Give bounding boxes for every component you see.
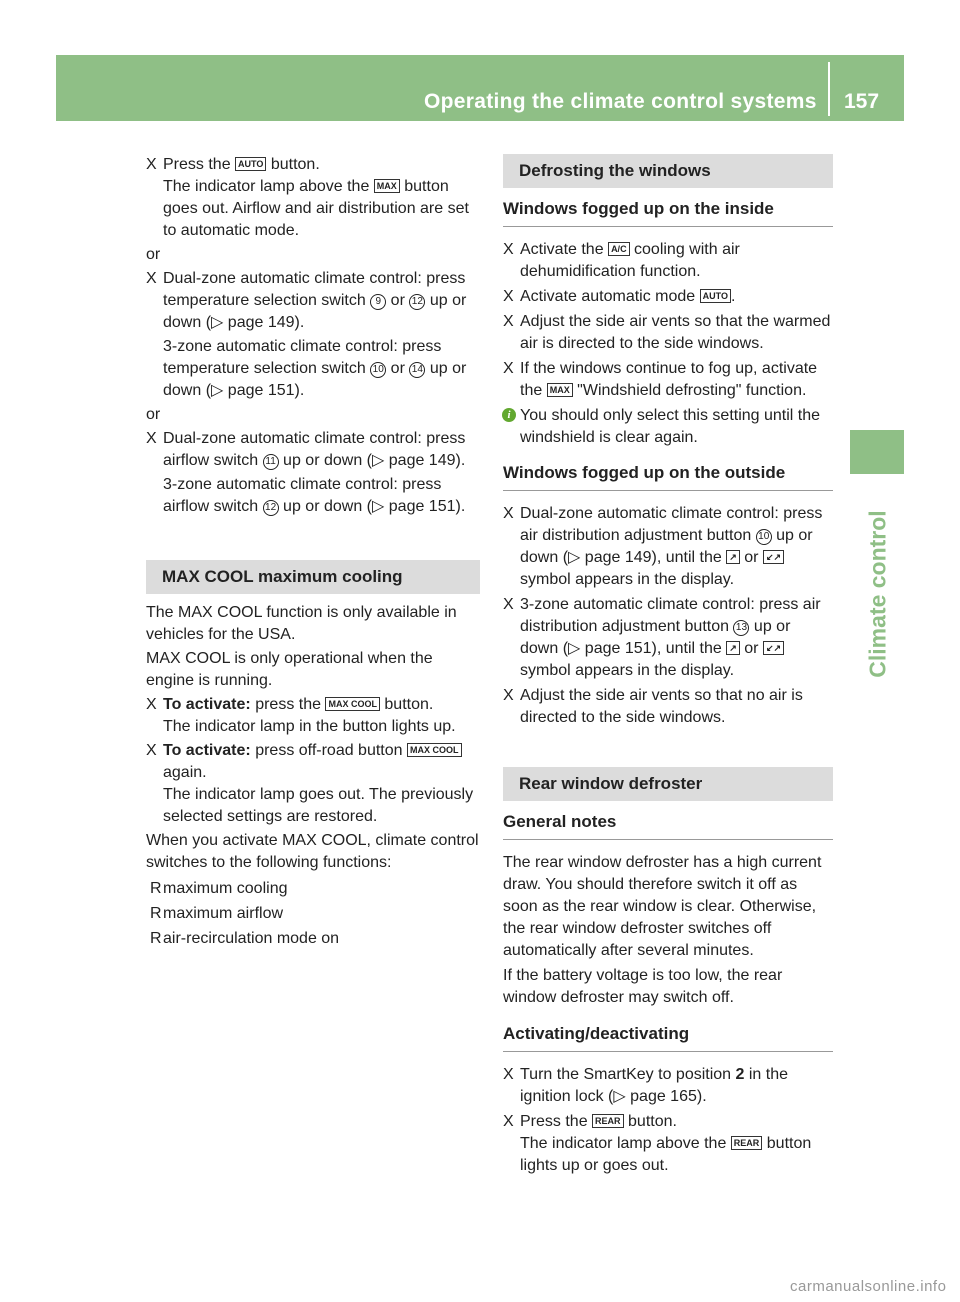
airflow-window-feet-icon: ↙↗ <box>763 641 784 655</box>
step-arrow-icon: X <box>503 1113 514 1130</box>
step-arrow-icon: X <box>503 596 514 613</box>
max-defrost-icon: MAX <box>547 383 573 397</box>
max-cool-icon: MAX COOL <box>407 743 462 757</box>
list-item: R maximum cooling <box>146 878 480 900</box>
step: X Turn the SmartKey to position 2 in the ignition lock (▷ page 165). <box>503 1066 789 1105</box>
callout-number: 14 <box>409 362 425 378</box>
subheading: Activating/deactivating <box>503 1023 833 1052</box>
step: X To activate: press off-road button MAX COOL again. The indicator lamp goes out. The previously selected settings are restored. <box>146 742 474 825</box>
callout-number: 13 <box>733 620 749 636</box>
subheading: General notes <box>503 811 833 840</box>
step-arrow-icon: X <box>146 696 157 713</box>
step: X 3-zone automatic climate control: press air distribution adjustment button 13 up or down (▷ page 151), until the ↗ or ↙↗ symbol appears in the display. <box>503 596 821 679</box>
step-arrow-icon: X <box>503 241 514 258</box>
bullet-icon: R <box>150 930 162 947</box>
or-text: or <box>146 406 161 423</box>
watermark[interactable]: carmanualsonline.info <box>790 1278 947 1295</box>
page-ref-arrow-icon: ▷ <box>372 498 385 515</box>
section-heading-max-cool: MAX COOL maximum cooling <box>146 560 480 594</box>
page-ref-arrow-icon: ▷ <box>568 640 581 657</box>
step: X If the windows continue to fog up, activate the MAX "Windshield defrosting" function. <box>503 360 818 399</box>
step-arrow-icon: X <box>503 505 514 522</box>
paragraph: The rear window defroster has a high current draw. You should therefore switch it off as soon as the rear window is clear. Otherwise, the rear window defroster switches off automatically after several minutes. <box>503 854 822 959</box>
page-ref-arrow-icon: ▷ <box>372 452 385 469</box>
step: X Adjust the side air vents so that the warmed air is directed to the side windows. <box>503 313 831 352</box>
info-note: i You should only select this setting until the windshield is clear again. <box>503 405 833 449</box>
step-arrow-icon: X <box>146 742 157 759</box>
step: X Activate automatic mode AUTO . <box>503 286 833 308</box>
callout-number: 12 <box>263 500 279 516</box>
callout-number: 10 <box>756 529 772 545</box>
step: X Adjust the side air vents so that no air is directed to the side windows. <box>503 687 803 726</box>
auto-icon: AUTO <box>700 289 731 303</box>
right-column <box>503 154 833 1177</box>
airflow-window-icon: ↗ <box>726 550 740 564</box>
step-arrow-icon: X <box>146 156 157 173</box>
step: X Dual-zone automatic climate control: press airflow switch 11 up or down (▷ page 149). 3-zone automatic climate control: press airflow switch 12 up or down (▷ page 151). <box>146 430 466 515</box>
ac-icon: A/C <box>608 242 630 256</box>
airflow-window-feet-icon: ↙↗ <box>763 550 784 564</box>
max-cool-icon: MAX COOL <box>325 697 380 711</box>
rear-defrost-icon: REAR <box>731 1136 763 1150</box>
page-ref-arrow-icon: ▷ <box>613 1088 626 1105</box>
step-arrow-icon: X <box>503 288 514 305</box>
section-heading-rear-defroster: Rear window defroster <box>503 767 833 801</box>
subheading: Windows fogged up on the inside <box>503 198 833 227</box>
step: X Dual-zone automatic climate control: press air distribution adjustment button 10 up or down (▷ page 149), until the ↗ or ↙↗ symbol appears in the display. <box>503 505 823 588</box>
page-ref-arrow-icon: ▷ <box>211 382 224 399</box>
step: X Dual-zone automatic climate control: press temperature selection switch 9 or 12 up or down (▷ page 149). 3-zone automatic climate control: press temperature selection switch 10 or 14 up or down (▷ page 151). <box>146 270 467 399</box>
paragraph: When you activate MAX COOL, climate control switches to the following functions: <box>146 832 479 871</box>
callout-number: 11 <box>263 454 279 470</box>
rear-defrost-icon: REAR <box>592 1114 624 1128</box>
page-ref-arrow-icon: ▷ <box>211 314 224 331</box>
max-defrost-icon: MAX <box>374 179 400 193</box>
bullet-icon: R <box>150 905 162 922</box>
callout-number: 12 <box>409 294 425 310</box>
step-arrow-icon: X <box>503 1066 514 1083</box>
page-ref-arrow-icon: ▷ <box>568 549 581 566</box>
side-section-label: Climate control <box>864 510 891 678</box>
callout-number: 9 <box>370 294 386 310</box>
step: X To activate: press the MAX COOL button. The indicator lamp in the button lights up. <box>146 696 456 735</box>
header-divider <box>828 62 830 116</box>
or-text: or <box>146 246 161 263</box>
auto-icon: AUTO <box>235 157 266 171</box>
paragraph: The MAX COOL function is only available in vehicles for the USA. <box>146 604 457 643</box>
section-tab <box>850 430 904 474</box>
bullet-icon: R <box>150 880 162 897</box>
step: X Activate the A/C cooling with air dehumidification function. <box>503 241 740 280</box>
paragraph: If the battery voltage is too low, the rear window defroster may switch off. <box>503 967 783 1006</box>
left-column <box>146 154 480 950</box>
step-arrow-icon: X <box>503 687 514 704</box>
step-arrow-icon: X <box>146 270 157 287</box>
paragraph: MAX COOL is only operational when the engine is running. <box>146 650 433 689</box>
step: X Press the AUTO button. The indicator lamp above the MAX button goes out. Airflow and air distribution are set to automatic mode. <box>146 156 469 239</box>
list-item: R maximum airflow <box>146 903 480 925</box>
step-arrow-icon: X <box>503 313 514 330</box>
page-number: 157 <box>844 90 880 113</box>
page-header-title: Operating the climate control systems <box>424 90 817 113</box>
subheading: Windows fogged up on the outside <box>503 462 833 491</box>
step-arrow-icon: X <box>503 360 514 377</box>
section-heading-defrosting: Defrosting the windows <box>503 154 833 188</box>
step-arrow-icon: X <box>146 430 157 447</box>
callout-number: 10 <box>370 362 386 378</box>
airflow-window-icon: ↗ <box>726 641 740 655</box>
step: X Press the REAR button. The indicator lamp above the REAR button lights up or goes out. <box>503 1113 812 1174</box>
info-icon: i <box>502 408 516 422</box>
list-item: R air-recirculation mode on <box>146 928 480 950</box>
